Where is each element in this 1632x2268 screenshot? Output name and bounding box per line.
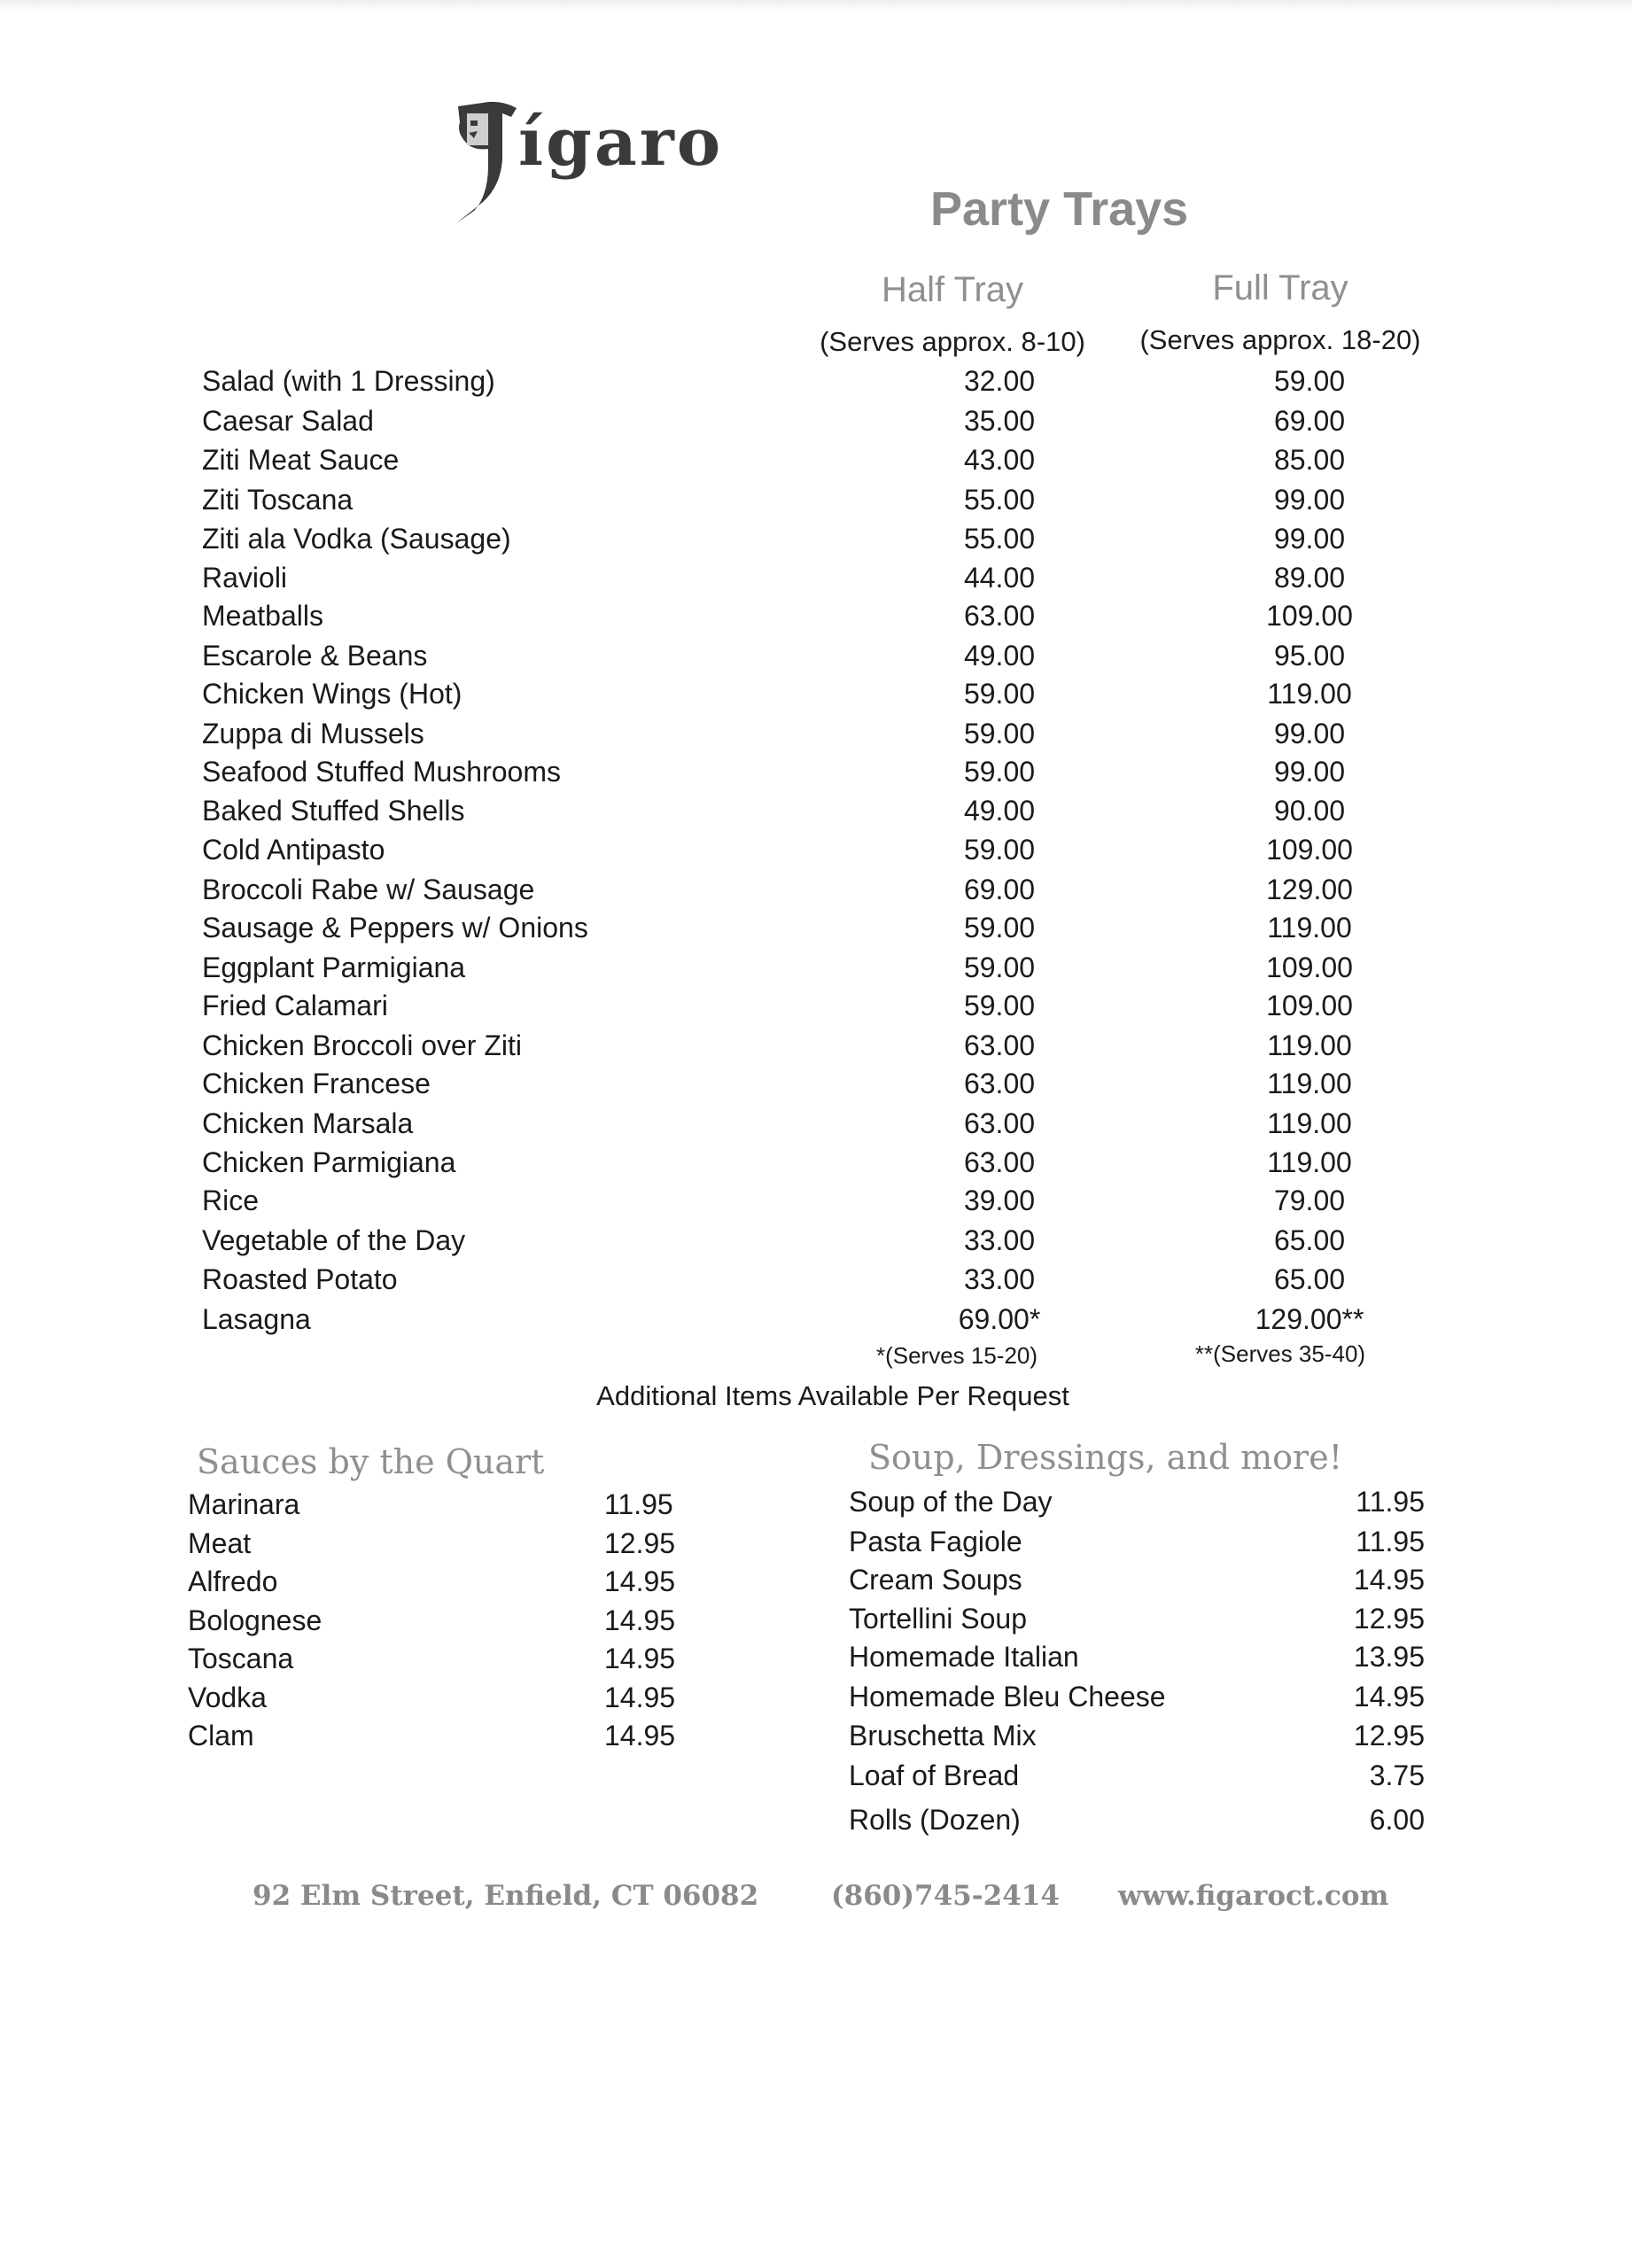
tray-row: [202, 484, 1460, 523]
tray-item-name: Caesar Salad: [202, 405, 374, 437]
tray-row: [202, 1224, 1460, 1263]
half-tray-price: 59.00: [963, 718, 1036, 750]
soup-name: Tortellini Soup: [849, 1603, 1027, 1635]
half-tray-price: 32.00: [963, 365, 1036, 397]
full-tray-price: 119.00: [1267, 1029, 1352, 1061]
sauces-heading: Sauces by the Quart: [197, 1442, 545, 1481]
soup-row: [849, 1486, 1469, 1525]
soup-price: 14.95: [1353, 1681, 1425, 1713]
tray-item-name: Seafood Stuffed Mushrooms: [202, 756, 561, 788]
soup-row: [849, 1681, 1469, 1720]
tray-item-name: Rice: [202, 1184, 260, 1216]
full-tray-price: 119.00: [1267, 912, 1352, 944]
full-tray-price: 109.00: [1266, 951, 1353, 983]
sauce-price: 14.95: [604, 1720, 676, 1751]
tray-row: [202, 1068, 1460, 1107]
tray-item-name: Roasted Potato: [202, 1263, 398, 1295]
full-tray-price: 119.00: [1267, 1146, 1352, 1178]
soup-price: 11.95: [1356, 1486, 1425, 1518]
half-tray-price: 33.00: [963, 1224, 1036, 1256]
full-tray-price: 99.00: [1273, 523, 1346, 555]
sauce-price: 14.95: [604, 1643, 676, 1674]
full-tray-price: 95.00: [1273, 640, 1346, 672]
sauce-name: Vodka: [188, 1681, 267, 1713]
sauce-row: [188, 1720, 676, 1759]
tray-row: [202, 1146, 1460, 1185]
half-tray-serves: (Serves approx. 8-10): [820, 326, 1085, 357]
half-tray-price: 59.00: [963, 678, 1036, 710]
soup-name: Soup of the Day: [849, 1486, 1053, 1518]
tray-row: [202, 562, 1460, 601]
sauce-price: 14.95: [604, 1604, 676, 1636]
half-tray-price: 59.00: [963, 756, 1036, 788]
half-tray-price: 44.00: [963, 562, 1036, 594]
tray-row: [202, 1029, 1460, 1068]
tray-row: [202, 874, 1460, 913]
tray-row: [202, 1303, 1460, 1342]
tray-row: [202, 405, 1460, 444]
tray-item-name: Chicken Parmigiana: [202, 1146, 456, 1178]
tray-item-name: Ziti ala Vodka (Sausage): [202, 523, 511, 555]
full-tray-price: 65.00: [1273, 1263, 1346, 1295]
full-tray-serves: (Serves approx. 18-20): [1139, 324, 1421, 355]
soup-name: Homemade Italian: [849, 1641, 1079, 1673]
tray-item-name: Ravioli: [202, 562, 288, 594]
tray-row: [202, 795, 1460, 834]
tray-item-name: Meatballs: [202, 600, 323, 632]
full-tray-price: 109.00: [1266, 834, 1353, 866]
tray-item-name: Broccoli Rabe w/ Sausage: [202, 874, 535, 905]
tray-item-name: Cold Antipasto: [202, 834, 385, 866]
tray-item-name: Fried Calamari: [202, 990, 388, 1021]
additional-items-note: Additional Items Available Per Request: [596, 1380, 1069, 1411]
sauce-price: 14.95: [604, 1565, 676, 1597]
full-tray-price: 90.00: [1273, 795, 1346, 827]
sauce-price: 12.95: [604, 1526, 676, 1559]
full-tray-price: 99.00: [1273, 718, 1346, 750]
half-tray-price: 55.00: [963, 523, 1036, 555]
soup-price: 12.95: [1353, 1603, 1425, 1635]
half-tray-price: 63.00: [963, 600, 1036, 632]
full-tray-price: 89.00: [1273, 562, 1346, 594]
tray-item-name: Vegetable of the Day: [202, 1224, 466, 1256]
footer-address: 92 Elm Street, Enfield, CT 06082: [253, 1880, 759, 1912]
full-tray-price: 119.00: [1267, 1107, 1352, 1139]
full-tray-price: 119.00: [1267, 678, 1352, 710]
soup-price: 11.95: [1356, 1526, 1425, 1557]
soup-row: [849, 1804, 1469, 1843]
tray-item-name: Sausage & Peppers w/ Onions: [202, 912, 588, 944]
full-tray-price: 129.00**: [1255, 1303, 1364, 1335]
tray-row: [202, 640, 1460, 679]
sauce-name: Meat: [188, 1526, 252, 1559]
tray-item-name: Lasagna: [202, 1303, 311, 1335]
half-tray-price: 63.00: [963, 1068, 1036, 1099]
tray-row: [202, 1263, 1460, 1302]
full-tray-price: 129.00: [1266, 874, 1353, 905]
scan-edge: [0, 0, 1632, 12]
full-tray-price: 59.00: [1273, 365, 1346, 397]
half-tray-price: 63.00: [963, 1146, 1036, 1178]
soup-price: 6.00: [1369, 1804, 1425, 1836]
full-tray-price: 79.00: [1273, 1184, 1346, 1216]
soup-row: [849, 1759, 1469, 1798]
tray-item-name: Chicken Marsala: [202, 1107, 414, 1139]
half-tray-price: 63.00: [963, 1029, 1036, 1061]
soup-name: Rolls (Dozen): [849, 1804, 1021, 1836]
tray-item-name: Eggplant Parmigiana: [202, 951, 466, 983]
half-tray-price: 43.00: [963, 444, 1036, 476]
half-tray-price: 39.00: [963, 1184, 1036, 1216]
tray-item-name: Baked Stuffed Shells: [202, 795, 465, 827]
tray-row: [202, 951, 1460, 990]
full-tray-price: 99.00: [1273, 484, 1346, 516]
full-tray-price: 109.00: [1266, 990, 1353, 1021]
tray-row: [202, 1107, 1460, 1146]
sauce-price: 11.95: [604, 1488, 673, 1520]
sauce-row: [188, 1526, 676, 1566]
soup-row: [849, 1603, 1469, 1642]
sauce-row: [188, 1681, 676, 1720]
sauce-name: Marinara: [188, 1488, 300, 1520]
sauce-row: [188, 1604, 676, 1643]
soup-name: Cream Soups: [849, 1564, 1022, 1596]
half-tray-price: 59.00: [963, 951, 1036, 983]
half-tray-price: 69.00*: [958, 1303, 1041, 1335]
tray-row: [202, 834, 1460, 873]
tray-item-name: Chicken Wings (Hot): [202, 678, 462, 710]
tray-row: [202, 600, 1460, 639]
soup-row: [849, 1526, 1469, 1565]
sauce-row: [188, 1488, 673, 1527]
half-tray-price: 59.00: [963, 834, 1036, 866]
soup-row: [849, 1641, 1469, 1680]
sauce-name: Toscana: [188, 1643, 294, 1674]
half-tray-price: 33.00: [963, 1263, 1036, 1295]
tray-row: [202, 1184, 1460, 1223]
tray-item-name: Zuppa di Mussels: [202, 718, 424, 750]
half-tray-price: 35.00: [963, 405, 1036, 437]
half-tray-price: 49.00: [963, 640, 1036, 672]
full-tray-footnote: **(Serves 35-40): [1194, 1340, 1366, 1367]
full-tray-heading: Full Tray: [1212, 268, 1348, 307]
tray-item-name: Ziti Toscana: [202, 484, 354, 516]
tray-item-name: Salad (with 1 Dressing): [202, 365, 495, 397]
soup-price: 13.95: [1353, 1641, 1425, 1673]
soup-row: [849, 1564, 1469, 1603]
logo-wordmark-visible: ígaro: [518, 105, 724, 181]
sauce-name: Clam: [188, 1720, 254, 1751]
tray-row: [202, 523, 1460, 562]
soup-row: [849, 1720, 1469, 1759]
tray-row: [202, 718, 1460, 757]
tray-row: [202, 990, 1460, 1029]
soup-name: Bruschetta Mix: [849, 1720, 1037, 1751]
soup-name: Homemade Bleu Cheese: [849, 1681, 1166, 1713]
sauce-price: 14.95: [604, 1681, 676, 1713]
tray-item-name: Escarole & Beans: [202, 640, 428, 672]
tray-item-name: Chicken Broccoli over Ziti: [202, 1029, 522, 1061]
soups-heading: Soup, Dressings, and more!: [868, 1438, 1342, 1477]
tray-row: [202, 756, 1460, 795]
soup-price: 14.95: [1353, 1564, 1425, 1596]
half-tray-footnote: *(Serves 15-20): [875, 1342, 1038, 1369]
tray-row: [202, 912, 1460, 951]
tray-row: [202, 444, 1460, 483]
tray-row: [202, 365, 1460, 404]
sauce-row: [188, 1565, 676, 1604]
tray-row: [202, 678, 1460, 717]
full-tray-price: 69.00: [1273, 405, 1346, 437]
full-tray-price: 85.00: [1273, 444, 1346, 476]
tray-item-name: Chicken Francese: [202, 1068, 431, 1099]
half-tray-heading: Half Tray: [881, 270, 1024, 309]
full-tray-price: 65.00: [1273, 1224, 1346, 1256]
tray-item-name: Ziti Meat Sauce: [202, 444, 400, 476]
full-tray-price: 119.00: [1267, 1068, 1352, 1099]
soup-price: 12.95: [1353, 1720, 1425, 1751]
half-tray-price: 63.00: [963, 1107, 1036, 1139]
sauce-name: Bolognese: [188, 1604, 323, 1636]
soup-price: 3.75: [1369, 1759, 1425, 1791]
sauce-row: [188, 1643, 676, 1682]
footer-website[interactable]: www.figaroct.com: [1118, 1880, 1389, 1912]
half-tray-price: 69.00: [963, 874, 1036, 905]
half-tray-price: 59.00: [963, 912, 1036, 944]
footer-phone: (860)745-2414: [831, 1880, 1060, 1912]
half-tray-price: 55.00: [963, 484, 1036, 516]
half-tray-price: 59.00: [963, 990, 1036, 1021]
page-title: Party Trays: [930, 183, 1189, 236]
half-tray-price: 49.00: [963, 795, 1036, 827]
soup-name: Loaf of Bread: [849, 1759, 1020, 1791]
soup-name: Pasta Fagiole: [849, 1526, 1022, 1557]
full-tray-price: 99.00: [1273, 756, 1346, 788]
full-tray-price: 109.00: [1266, 600, 1353, 632]
sauce-name: Alfredo: [188, 1565, 278, 1597]
